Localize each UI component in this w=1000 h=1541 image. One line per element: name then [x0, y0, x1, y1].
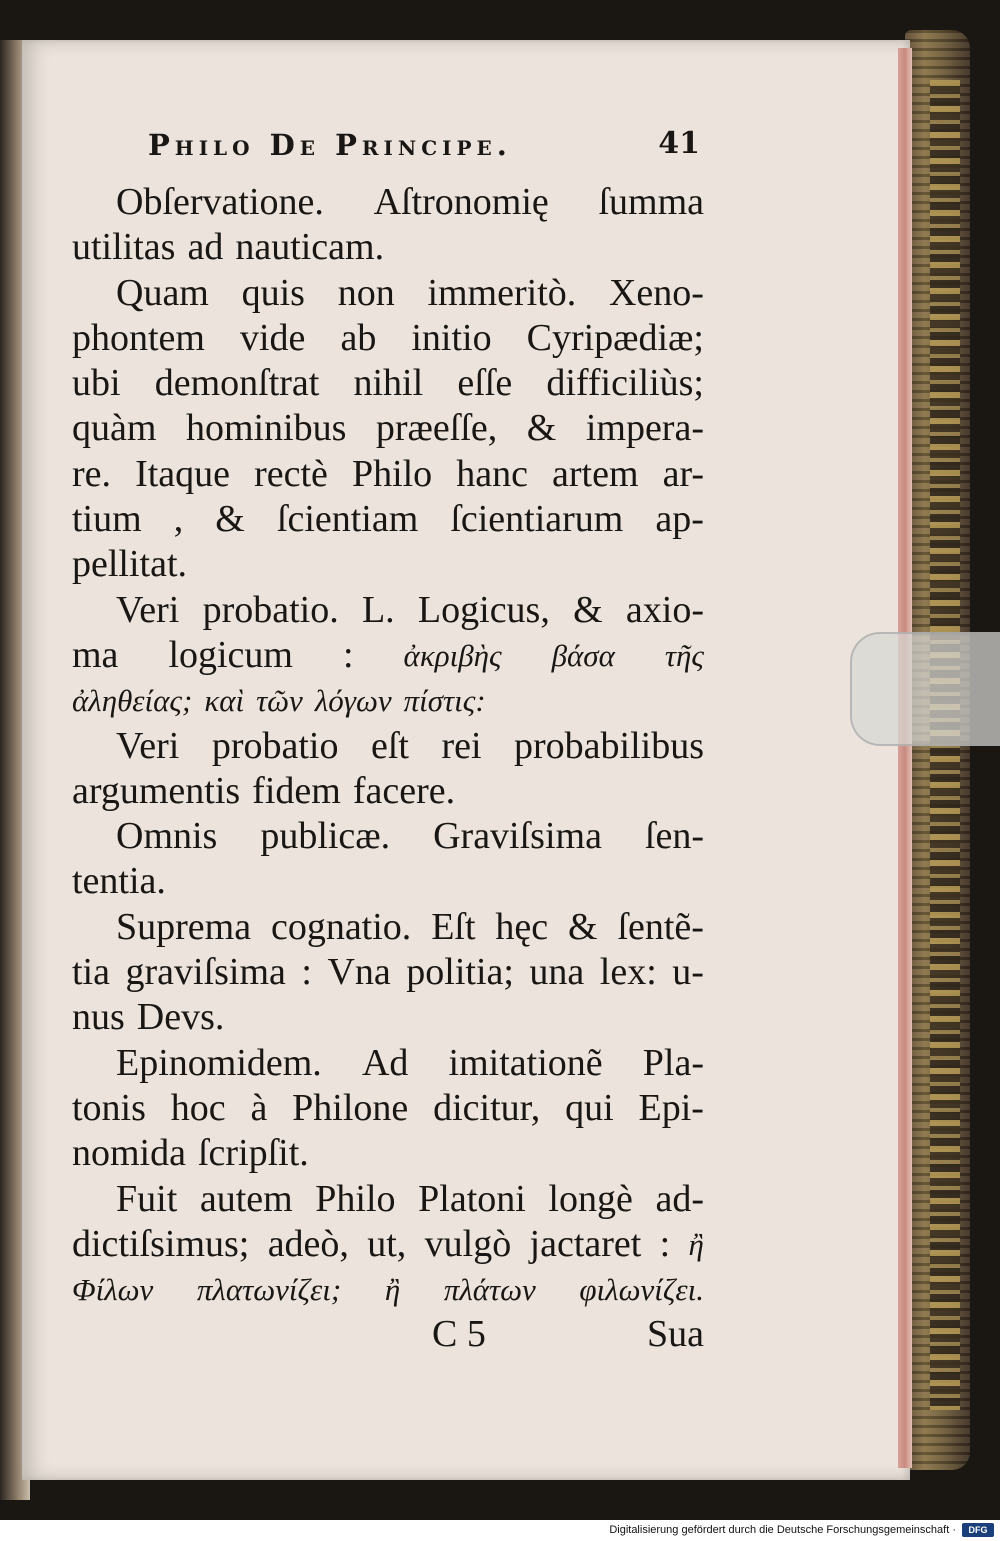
word: Φίλων	[72, 1272, 154, 1308]
text-line	[72, 724, 704, 769]
word: una	[529, 951, 585, 994]
word: καὶ	[204, 683, 245, 719]
text-line	[72, 588, 704, 633]
word: πλάτων	[443, 1272, 536, 1308]
word: tia	[72, 951, 110, 994]
word: rectè	[254, 452, 328, 495]
word: &	[573, 588, 603, 631]
word: ἀκριβὴς	[403, 637, 502, 673]
word: nauticam.	[235, 226, 385, 269]
word: Quam	[116, 271, 209, 314]
word: pellitat.	[72, 543, 188, 586]
word: Platoni	[418, 1177, 526, 1220]
word: Philo	[315, 1177, 396, 1220]
word: dicitur,	[433, 1086, 541, 1129]
text-line	[72, 633, 704, 678]
word: difficiliùs;	[546, 362, 704, 405]
word: demonſtrat	[154, 362, 320, 405]
word: graviſsima	[125, 951, 286, 994]
text-line	[72, 542, 704, 587]
word: ἢ	[384, 1272, 401, 1308]
word: tium	[72, 498, 142, 541]
word: probatio.	[202, 588, 339, 631]
word: hęc	[495, 905, 549, 948]
word: u-	[672, 951, 704, 994]
word: Philo	[351, 452, 433, 495]
word: eſt	[370, 724, 409, 767]
text-line	[72, 1177, 704, 1222]
word: vulgò	[424, 1222, 512, 1265]
word: Ad	[361, 1041, 409, 1084]
word: hoc	[170, 1086, 226, 1129]
text-line	[72, 180, 704, 225]
word: φιλωνίζει.	[579, 1272, 704, 1308]
word: :	[301, 951, 312, 994]
catchword: Sua	[647, 1313, 704, 1355]
text-line	[72, 1086, 704, 1131]
word: tonis	[72, 1086, 146, 1129]
word: nus	[72, 996, 125, 1039]
word: :	[342, 633, 354, 676]
word: Veri	[116, 588, 180, 631]
word: Epi-	[638, 1086, 704, 1129]
word: Obſervatione.	[116, 181, 324, 223]
dfg-logo: DFG	[962, 1523, 994, 1537]
word: ubi	[72, 362, 121, 405]
word: hanc	[456, 452, 528, 495]
word: ab	[340, 316, 377, 359]
word: Xeno-	[608, 271, 704, 314]
word: Devs.	[136, 996, 225, 1039]
word: ma	[72, 633, 119, 676]
signature-line	[72, 1312, 704, 1358]
text-line	[72, 1041, 704, 1086]
word: πλατωνίζει;	[196, 1272, 342, 1308]
word: probabilibus	[514, 724, 704, 767]
word: Veri	[116, 724, 180, 767]
word: Eſt	[431, 905, 476, 948]
word: utilitas	[72, 226, 176, 269]
word: jactaret	[529, 1222, 642, 1265]
word: ἀληθείας;	[72, 683, 193, 719]
word: dictiſsimus;	[72, 1222, 250, 1265]
text-line	[72, 950, 704, 995]
word: lex:	[599, 951, 657, 994]
word: à	[250, 1086, 268, 1129]
word: Philone	[292, 1086, 409, 1129]
word: artem	[552, 452, 639, 495]
word: Pla-	[642, 1041, 704, 1084]
text-line	[72, 1131, 704, 1176]
word: Graviſsima	[433, 815, 602, 858]
word: cognatio.	[270, 905, 412, 948]
word: axio-	[625, 588, 704, 631]
footer-credit: Digitalisierung gefördert durch die Deutsche Forschungsgemeinschaft ·	[609, 1524, 956, 1536]
word: quàm	[72, 407, 157, 450]
running-title: Philo De Principe.	[148, 128, 512, 162]
page-fore-edge	[898, 48, 912, 1468]
word: adeò,	[267, 1222, 349, 1265]
word: &	[568, 905, 598, 948]
word: ſcientiam	[276, 498, 419, 541]
text-line	[72, 995, 704, 1040]
word: ad-	[655, 1177, 704, 1220]
word: ap-	[655, 498, 704, 541]
page-number: 41	[658, 126, 700, 161]
word: Cyripædiæ;	[526, 316, 704, 359]
word: ad	[187, 226, 224, 269]
text-line	[72, 1267, 704, 1312]
word: qui	[565, 1086, 614, 1129]
text-line	[72, 678, 704, 723]
word: ſentẽ-	[617, 905, 704, 948]
word: probatio	[211, 724, 339, 767]
word: facere.	[352, 769, 456, 812]
word: argumentis	[72, 769, 241, 812]
text-line	[72, 497, 704, 542]
word: longè	[548, 1177, 633, 1220]
word: ſcientiarum	[450, 498, 624, 541]
word: nihil	[353, 362, 424, 405]
word: impera-	[585, 407, 704, 450]
word: ſumma	[598, 181, 704, 223]
word: τῆς	[664, 637, 704, 673]
word: quis	[241, 271, 305, 314]
word: ar-	[662, 452, 704, 495]
word: vide	[240, 316, 306, 359]
running-header	[148, 124, 708, 168]
word: Suprema	[116, 905, 252, 948]
text-line	[72, 406, 704, 451]
word: re.	[72, 452, 112, 495]
word: Fuit	[116, 1177, 178, 1220]
text-line	[72, 452, 704, 497]
word: Epinomidem.	[116, 1041, 322, 1084]
word: præeſſe,	[375, 407, 498, 450]
word: initio	[411, 316, 492, 359]
footer-bar	[0, 1520, 1000, 1541]
word: Logicus,	[417, 588, 550, 631]
word: rei	[441, 724, 482, 767]
word: imitationẽ	[448, 1041, 603, 1084]
word: :	[659, 1222, 671, 1265]
text-line	[72, 361, 704, 406]
text-line	[72, 316, 704, 361]
word: ut,	[367, 1222, 407, 1265]
word: immeritò.	[427, 271, 577, 314]
word: nomida	[72, 1132, 186, 1175]
text-line	[72, 271, 704, 316]
text-line	[72, 905, 704, 950]
word: non	[337, 271, 395, 314]
text-line	[72, 1222, 704, 1267]
word: politia;	[406, 951, 514, 994]
word: &	[215, 498, 245, 541]
word: Vna	[327, 951, 391, 994]
word: πίστις:	[403, 683, 486, 719]
word: eſſe	[457, 362, 513, 405]
word: tentia.	[72, 860, 166, 903]
text-line	[72, 225, 704, 270]
word: ἢ	[688, 1226, 704, 1262]
word: logicum	[168, 633, 293, 676]
signature-mark: C 5	[432, 1313, 486, 1355]
word: phontem	[72, 316, 205, 359]
word: fidem	[252, 769, 341, 812]
body-text	[72, 180, 704, 1312]
word: &	[526, 407, 557, 450]
word: ſcripſit.	[197, 1132, 309, 1175]
word: hominibus	[185, 407, 347, 450]
page-clip	[850, 632, 1000, 746]
word: ſen-	[644, 815, 704, 858]
text-line	[72, 769, 704, 814]
word: Aſtronomię	[373, 181, 549, 223]
word: βάσα	[551, 637, 615, 673]
word: publicæ.	[260, 815, 391, 858]
word: L.	[361, 588, 395, 631]
word: autem	[199, 1177, 293, 1220]
word: λόγων	[314, 683, 392, 719]
text-line	[72, 859, 704, 904]
word: Itaque	[135, 452, 231, 495]
word: ,	[173, 498, 184, 541]
text-line	[72, 814, 704, 859]
word: τῶν	[256, 683, 303, 719]
word: Omnis	[116, 815, 218, 858]
